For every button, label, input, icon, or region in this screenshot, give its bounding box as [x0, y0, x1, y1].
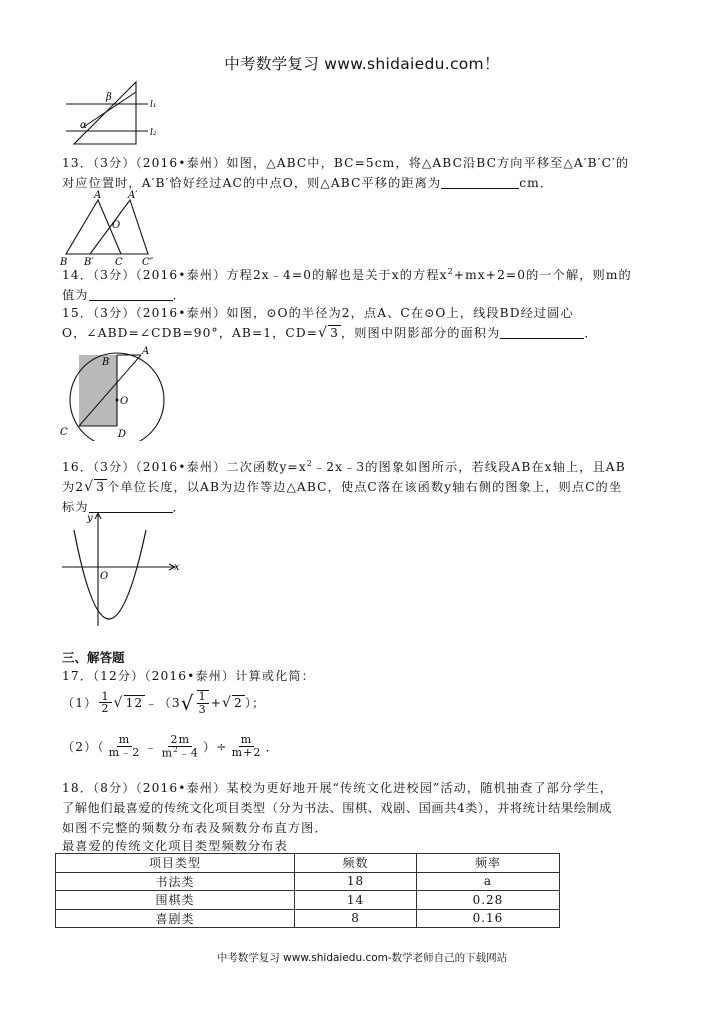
- section-title: 三、解答题: [62, 650, 125, 665]
- fraction-2m-over-m2-minus-4: [160, 734, 201, 759]
- numerator: 1: [198, 690, 207, 703]
- denominator: m﹣2: [108, 745, 141, 759]
- q13-answer-blank: [441, 176, 519, 189]
- sqrt-12: 12: [125, 696, 144, 711]
- q13-line1: 13．（3分）（2016•泰州）如图，△ABC中，BC=5cm，将△ABC沿BC方向平移至△A′B′C′的: [62, 156, 630, 170]
- label-o: O: [112, 220, 121, 231]
- table-caption: 最喜爱的传统文化项目类型频数分布表: [62, 839, 288, 853]
- table-cell: 围棋类: [56, 891, 295, 910]
- label-y: y: [87, 513, 93, 524]
- q14-line1-text: 14．（3分）（2016•泰州）方程2x﹣4=0的解也是关于x的方程x: [62, 268, 448, 282]
- fraction-one-third: [197, 690, 209, 715]
- label-o: O: [100, 571, 109, 582]
- table-cell: 0.16: [416, 909, 559, 928]
- fraction-m-over-m-minus-2: [107, 734, 143, 758]
- column-header: 项目类型: [56, 854, 295, 873]
- q16-line1-rest: ﹣2x﹣3的图象如图所示，若线段AB在x轴上，且AB: [313, 460, 626, 474]
- minus-sign: ﹣: [144, 739, 158, 754]
- table-row: [56, 872, 560, 891]
- label-o: O: [120, 396, 129, 407]
- frequency-table: [55, 853, 560, 928]
- q14-sup: 2: [447, 266, 454, 276]
- q16-line1-text: 16．（3分）（2016•泰州）二次函数y=x: [62, 460, 307, 474]
- q14-line1: [62, 266, 632, 283]
- fraction-m-over-m-plus-2: [230, 734, 264, 758]
- q15-line2: [62, 324, 598, 341]
- q13-line2-text: 对应位置时，A′B′恰好经过AC的中点O，则△ABC平移的距离为: [62, 176, 442, 190]
- q16-line1: [62, 458, 626, 475]
- label-c-prime: C″: [142, 257, 154, 268]
- label-l2: l₂: [150, 128, 157, 138]
- q17-p2-end: ．: [265, 739, 279, 754]
- q17-p2-label: （2）（: [62, 739, 105, 754]
- label-l1: l₁: [150, 100, 157, 110]
- q15-answer-blank: [500, 326, 584, 339]
- table-cell: 0.28: [416, 891, 559, 910]
- table-cell: 18: [295, 872, 417, 891]
- q18-line2: 了解他们最喜爱的传统文化项目类型（分为书法、围棋、戏剧、国画共4类），并将统计结果绘制成: [62, 801, 612, 815]
- center-dot: [116, 399, 119, 402]
- q17-p1-mid: ﹣（3: [145, 696, 181, 711]
- denominator: 2: [101, 702, 110, 716]
- q15-root-value: 3: [330, 326, 339, 340]
- denominator: m+2: [231, 745, 262, 759]
- numerator: m: [240, 733, 253, 747]
- q16-line2-text: 为2: [62, 480, 85, 494]
- q17-p1-label: （1）: [62, 696, 98, 711]
- numerator: 2m: [170, 733, 191, 746]
- label-x: x: [174, 562, 180, 573]
- table-header-row: [56, 854, 560, 873]
- circle-shaded-figure: [58, 345, 168, 441]
- label-c: C: [115, 257, 123, 268]
- label-a-prime: A′: [128, 190, 138, 201]
- table-row: [56, 909, 560, 928]
- denominator: 3: [198, 702, 207, 716]
- denominator-base: m: [161, 746, 174, 760]
- sqrt-symbol: √: [180, 690, 195, 715]
- q14-line2-text: 值为: [62, 288, 89, 302]
- numerator: m: [118, 733, 131, 747]
- table-cell: 书法类: [56, 872, 295, 891]
- sqrt-symbol: √: [222, 694, 233, 711]
- sqrt-symbol: √: [113, 694, 124, 711]
- label-a: A: [142, 346, 150, 357]
- table-cell: 14: [295, 891, 417, 910]
- triangle-translation-figure: [58, 188, 158, 268]
- q15-line2-mid: ，则图中阴影部分的面积为: [340, 326, 501, 340]
- table-cell: a: [416, 872, 559, 891]
- q15-line2-text: O，∠ABD=∠CDB=90°，AB=1，CD=: [62, 326, 319, 340]
- q16-line3-text: 标为: [62, 500, 89, 514]
- q17-part2: [62, 734, 279, 759]
- table-cell: 8: [295, 909, 417, 928]
- q15-line1: 15．（3分）（2016•泰州）如图，⊙O的半径为2，点A、C在⊙O上，线段BD经过圆心: [62, 306, 574, 320]
- plus-sign: +: [210, 695, 223, 710]
- q18-line1: 18．（8分）（2016•泰州）某校为更好地开展“传统文化进校园”活动，随机抽查了部分学生，: [62, 781, 614, 795]
- label-a: A: [94, 190, 102, 201]
- divide-sign: ）÷: [202, 739, 228, 754]
- q16-line2: [62, 478, 622, 495]
- q17-p1-end: ）；: [244, 696, 266, 711]
- parabola-figure: [60, 508, 186, 630]
- q14-line2-end: ．: [172, 288, 186, 302]
- page-header: 中考数学复习 www.shidaiedu.com！: [224, 55, 500, 73]
- label-c: C: [60, 427, 68, 438]
- sqrt-2: 2: [234, 696, 243, 711]
- denominator-exponent: 2: [173, 745, 179, 754]
- table-cell: 喜剧类: [56, 909, 295, 928]
- parabola-curve: [74, 530, 146, 619]
- q14-answer-blank: [89, 288, 173, 301]
- label-d: D: [118, 429, 127, 440]
- q17-title: 17．（12分）（2016•泰州）计算或化简：: [62, 669, 315, 683]
- q15-line2-end: ．: [584, 326, 598, 340]
- q14-line2: [62, 286, 186, 303]
- fraction-one-half: [99, 691, 111, 715]
- label-alpha: α: [80, 120, 87, 131]
- label-b-prime: B′: [84, 257, 94, 268]
- label-b: B: [60, 257, 68, 268]
- denominator: [160, 747, 201, 759]
- q16-sup: 2: [306, 458, 313, 468]
- q14-line1-rest: +mx+2=0的一个解，则m的: [453, 268, 632, 282]
- label-b: B: [102, 357, 110, 368]
- sqrt-symbol: √: [84, 479, 95, 495]
- q18-line3: 如图不完整的频数分布表及频数分布直方图．: [62, 821, 328, 835]
- q17-part1: [62, 690, 265, 715]
- column-header: 频数: [295, 854, 417, 873]
- label-beta: β: [106, 92, 112, 103]
- table-row: [56, 891, 560, 910]
- parallel-lines-figure: [60, 78, 170, 150]
- denominator-rest: ﹣4: [178, 746, 199, 760]
- numerator: 1: [101, 689, 110, 703]
- column-header: 频率: [416, 854, 559, 873]
- q16-line3-end: ．: [172, 500, 186, 514]
- q13-unit: cm．: [519, 176, 554, 190]
- page-footer: 中考数学复习 www.shidaiedu.com-数学老师自己的下载网站: [216, 952, 508, 964]
- q16-root-value: 3: [96, 480, 106, 494]
- sqrt-symbol: √: [318, 325, 329, 341]
- q16-line2-rest: 个单位长度，以AB为边作等边△ABC，使点C落在该函数y轴右侧的图象上，则点C的坐: [107, 480, 623, 494]
